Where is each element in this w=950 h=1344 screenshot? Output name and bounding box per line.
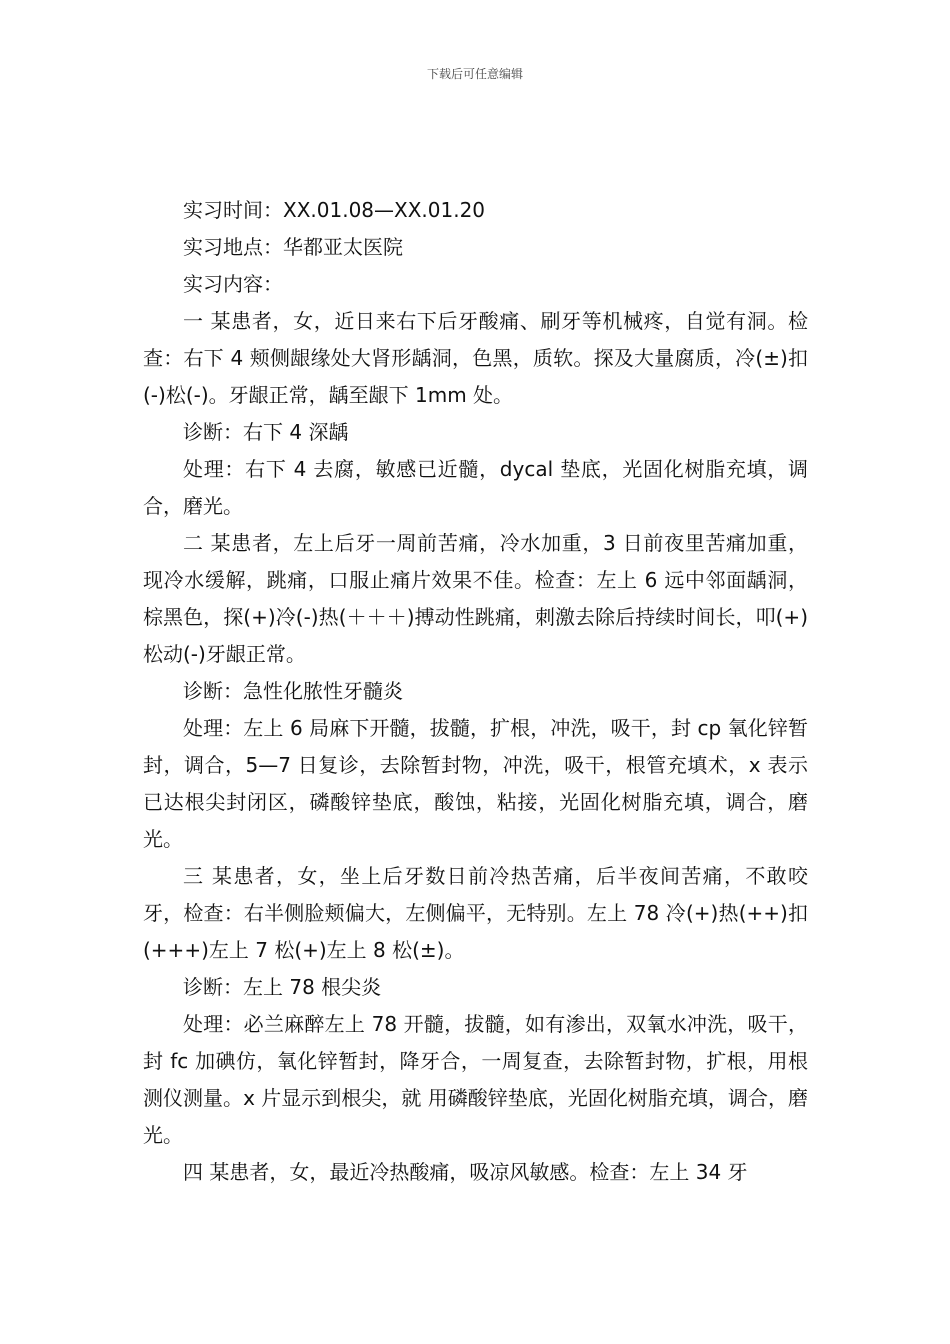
paragraph-case-3-treatment: 处理：必兰麻醉左上 78 开髓，拔髓，如有渗出，双氧水冲洗，吸干，封 fc 加碘仿，氧化锌暂封，降牙合，一周复查，去除暂封物，扩根，用根测仪测量。x 片显示到根尖，就 用磷酸锌垫底，光固化树脂充填，调合，磨光。 <box>143 1012 808 1147</box>
page-header: 下载后可任意编辑 <box>426 67 523 81</box>
paragraph-case-2-diagnosis: 诊断：急性化脓性牙髓炎 <box>183 679 403 703</box>
paragraph-case-3-diagnosis: 诊断：左上 78 根尖炎 <box>183 975 382 999</box>
paragraph-case-4: 四 某患者，女，最近冷热酸痛，吸凉风敏感。检查：左上 34 牙 <box>183 1160 748 1184</box>
paragraph-internship-time: 实习时间：XX.01.08—XX.01.20 <box>183 198 486 222</box>
paragraph-case-3: 三 某患者，女，坐上后牙数日前冷热苦痛，后半夜间苦痛，不敢咬牙，检查：右半侧脸颊偏大，左侧偏平，无特别。左上 78 冷(+)热(++)扣(+++)左上 7 松(+)左上 8 松(±)。 <box>143 864 808 962</box>
paragraph-case-2: 二 某患者，左上后牙一周前苦痛，冷水加重，3 日前夜里苦痛加重，现冷水缓解，跳痛，口服止痛片效果不佳。检查：左上 6 远中邻面龋洞，棕黑色，探(+)冷(-)热(＋＋＋)搏动性跳痛，刺激去除后持续时间长，叩(+)松动(-)牙龈正常。 <box>143 531 808 666</box>
paragraph-case-1-treatment: 处理：右下 4 去腐，敏感已近髓，dycal 垫底，光固化树脂充填，调合，磨光。 <box>143 457 808 518</box>
paragraph-case-2-treatment: 处理：左上 6 局麻下开髓，拔髓，扩根，冲洗，吸干，封 cp 氧化锌暂封，调合，5—7 日复诊，去除暂封物，冲洗，吸干，根管充填术，x 表示已达根尖封闭区，磷酸锌垫底，酸蚀，粘接，光固化树脂充填，调合，磨光。 <box>143 716 808 851</box>
paragraph-internship-content-heading: 实习内容： <box>183 272 283 296</box>
paragraph-case-1: 一 某患者，女，近日来右下后牙酸痛、刷牙等机械疼，自觉有洞。检查：右下 4 颊侧龈缘处大肾形龋洞，色黑，质软。探及大量腐质，冷(±)扣(-)松(-)。牙龈正常，龋至龈下 1mm 处。 <box>143 309 808 407</box>
paragraph-case-1-diagnosis: 诊断：右下 4 深龋 <box>183 420 349 444</box>
paragraph-internship-location: 实习地点：华都亚太医院 <box>183 235 403 259</box>
document-body <box>143 192 808 1191</box>
